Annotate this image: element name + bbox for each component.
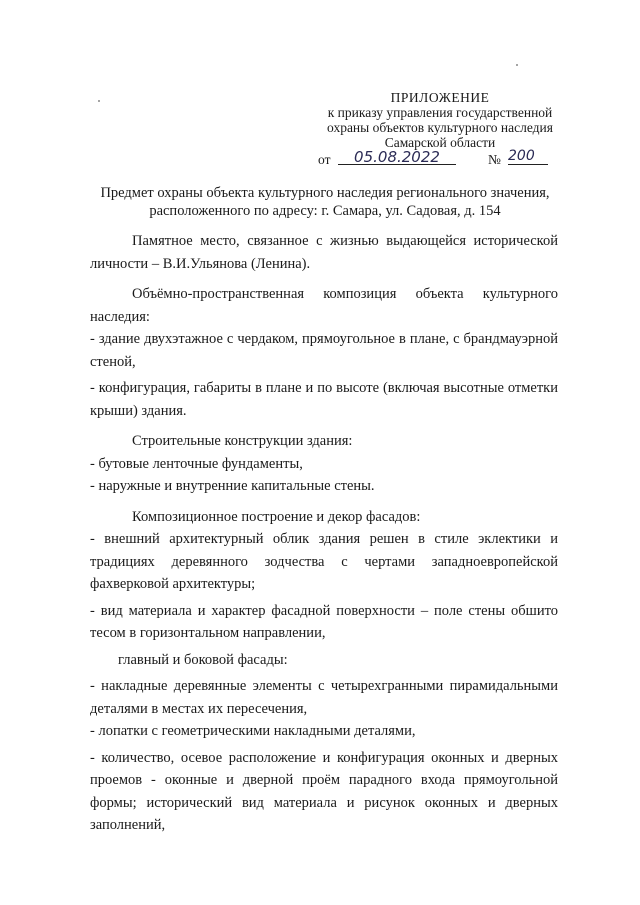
paragraph: Композиционное построение и декор фасадов: [132,508,421,525]
paragraph: главный и боковой фасады: [118,651,288,668]
list-item: - количество, осевое расположение и конфигурация оконных и дверных проемов - оконные и дверной проём парадного входа прямоугольной формы; исторический вид материала и рисунок оконных и дверных заполнений, [90,749,558,833]
from-label: от [318,152,331,167]
paragraph: Строительные конструкции здания: [132,433,353,449]
document-body [90,230,558,837]
scan-speck [98,100,100,102]
list-item: - конфигурация, габариты в плане и по высоте (включая высотные отметки крыши) здания. [90,380,558,419]
paragraph: Памятное место, связанное с жизнью выдающейся исторической личности – В.И.Ульянова (Ленина). [90,233,558,272]
handwritten-number: 200 [508,148,548,165]
list-item: - вид материала и характер фасадной поверхности – поле стены обшито тесом в горизонтальном направлении, [90,602,558,641]
handwritten-date: 05.08.2022 [338,148,456,165]
order-date-number [318,150,548,170]
list-item: - лопатки с геометрическими накладными деталями, [90,723,416,739]
appendix-line: Самарской области [384,135,496,150]
list-item: - бутовые ленточные фундаменты, [90,455,303,472]
list-item: - накладные деревянные элементы с четырехгранными пирамидальными деталями в местах их пересечения, [90,678,558,717]
appendix-line: охраны объектов культурного наследия [327,120,553,135]
paragraph: Объёмно-пространственная композиция объекта культурного наследия: [90,286,558,325]
list-item: - внешний архитектурный облик здания решен в стиле эклектики и традициях деревянного зодчества с чертами западноевропейской фахверковой архитектуры; [90,531,558,592]
scan-speck [516,64,518,66]
list-item: - здание двухэтажное с чердаком, прямоугольное в плане, с брандмауэрной стеной, [90,331,558,370]
appendix-title: ПРИЛОЖЕНИЕ [390,90,490,105]
appendix-line: к приказу управления государственной [327,105,553,120]
document-heading [90,184,560,220]
heading-line: Предмет охраны объекта культурного наследия регионального значения, [100,185,550,201]
number-label: № [488,152,501,167]
heading-line: расположенного по адресу: г. Самара, ул. Садовая, д. 154 [149,203,501,219]
appendix-header [310,90,570,150]
list-item: - наружные и внутренние капитальные стены. [90,478,375,494]
